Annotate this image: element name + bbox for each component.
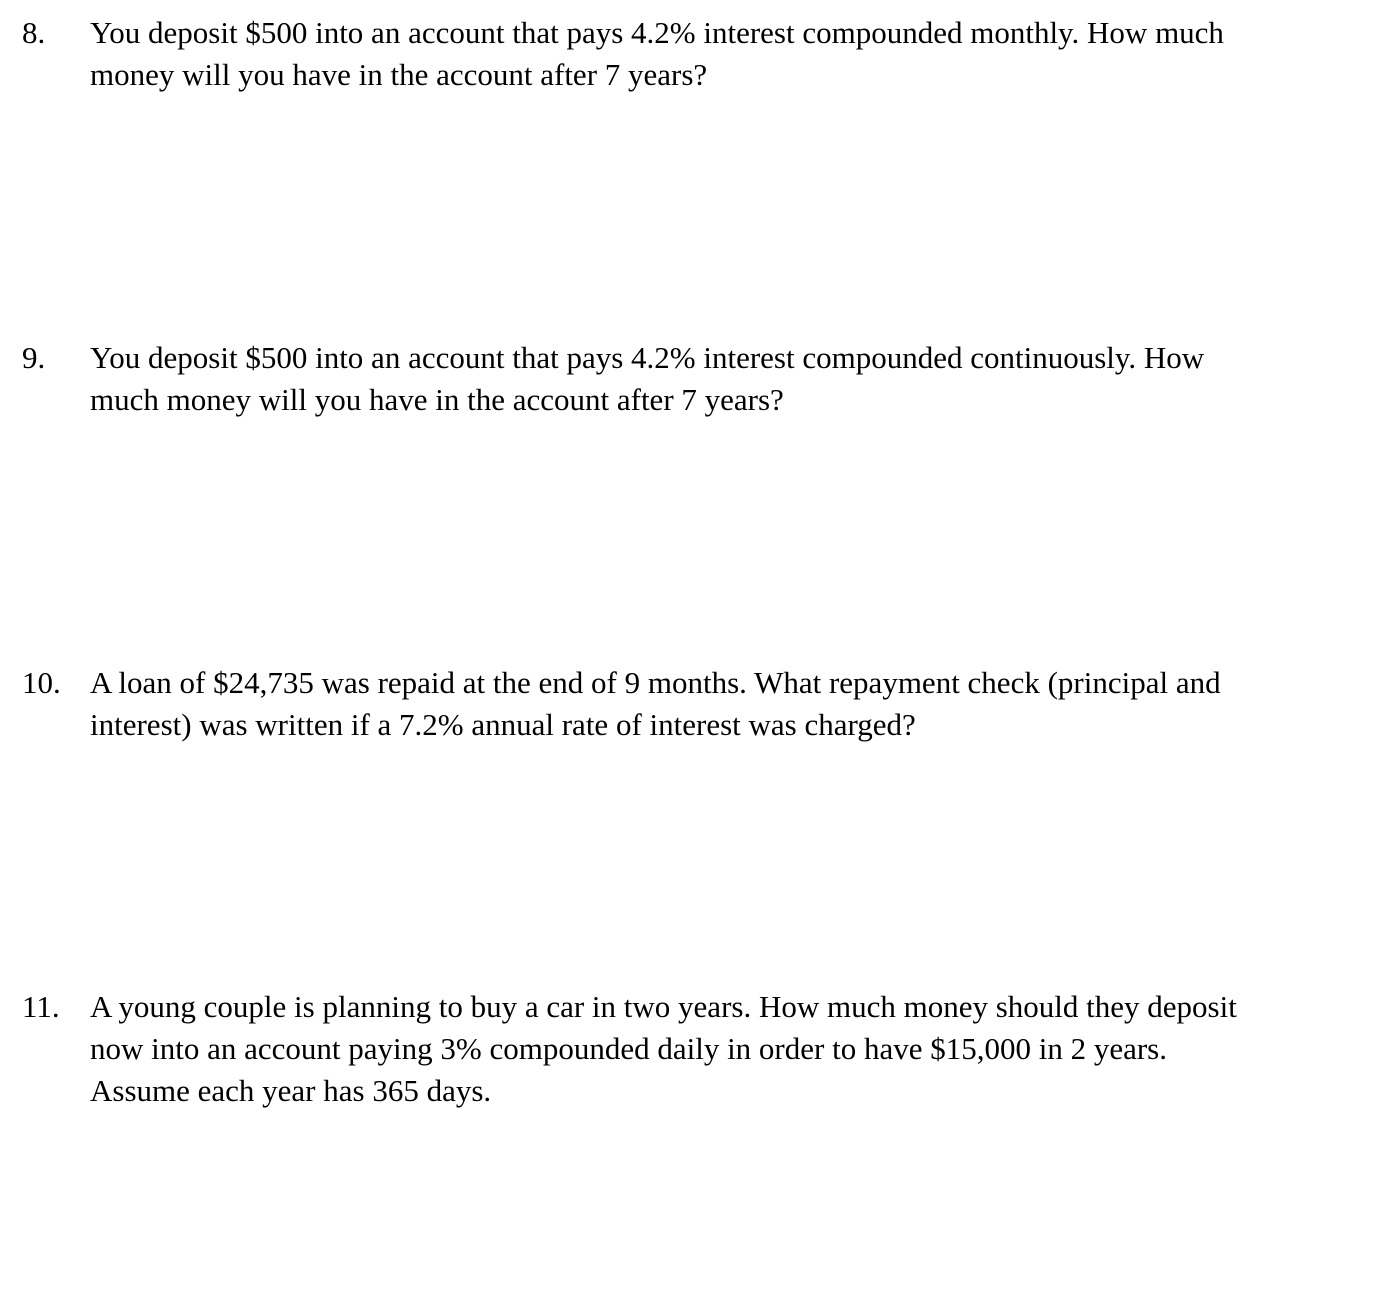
problem-text — [90, 986, 1330, 1112]
problem-text-line: much money will you have in the account after 7 years? — [90, 382, 784, 417]
problem-text-line: money will you have in the account after 7 years? — [90, 57, 708, 92]
problem-text — [90, 12, 1330, 96]
problem-text-line: Assume each year has 365 days. — [90, 1073, 492, 1108]
problem-number: 8. — [22, 15, 46, 50]
problem-text-line: A loan of $24,735 was repaid at the end of 9 months. What repayment check (principal and — [90, 665, 1221, 700]
problem-text-line: A young couple is planning to buy a car in two years. How much money should they deposit — [90, 989, 1237, 1024]
problem-number: 10. — [22, 665, 61, 700]
problem-text — [90, 337, 1330, 421]
problem-text-line: now into an account paying 3% compounded daily in order to have $15,000 in 2 years. — [90, 1031, 1167, 1066]
problem-text-line: interest) was written if a 7.2% annual rate of interest was charged? — [90, 707, 916, 742]
problem-text — [90, 662, 1330, 746]
problem-text-line: You deposit $500 into an account that pays 4.2% interest compounded monthly. How much — [90, 15, 1224, 50]
problem-number: 11. — [22, 989, 60, 1024]
problem-number: 9. — [22, 340, 46, 375]
problem-text-line: You deposit $500 into an account that pays 4.2% interest compounded continuously. How — [90, 340, 1205, 375]
